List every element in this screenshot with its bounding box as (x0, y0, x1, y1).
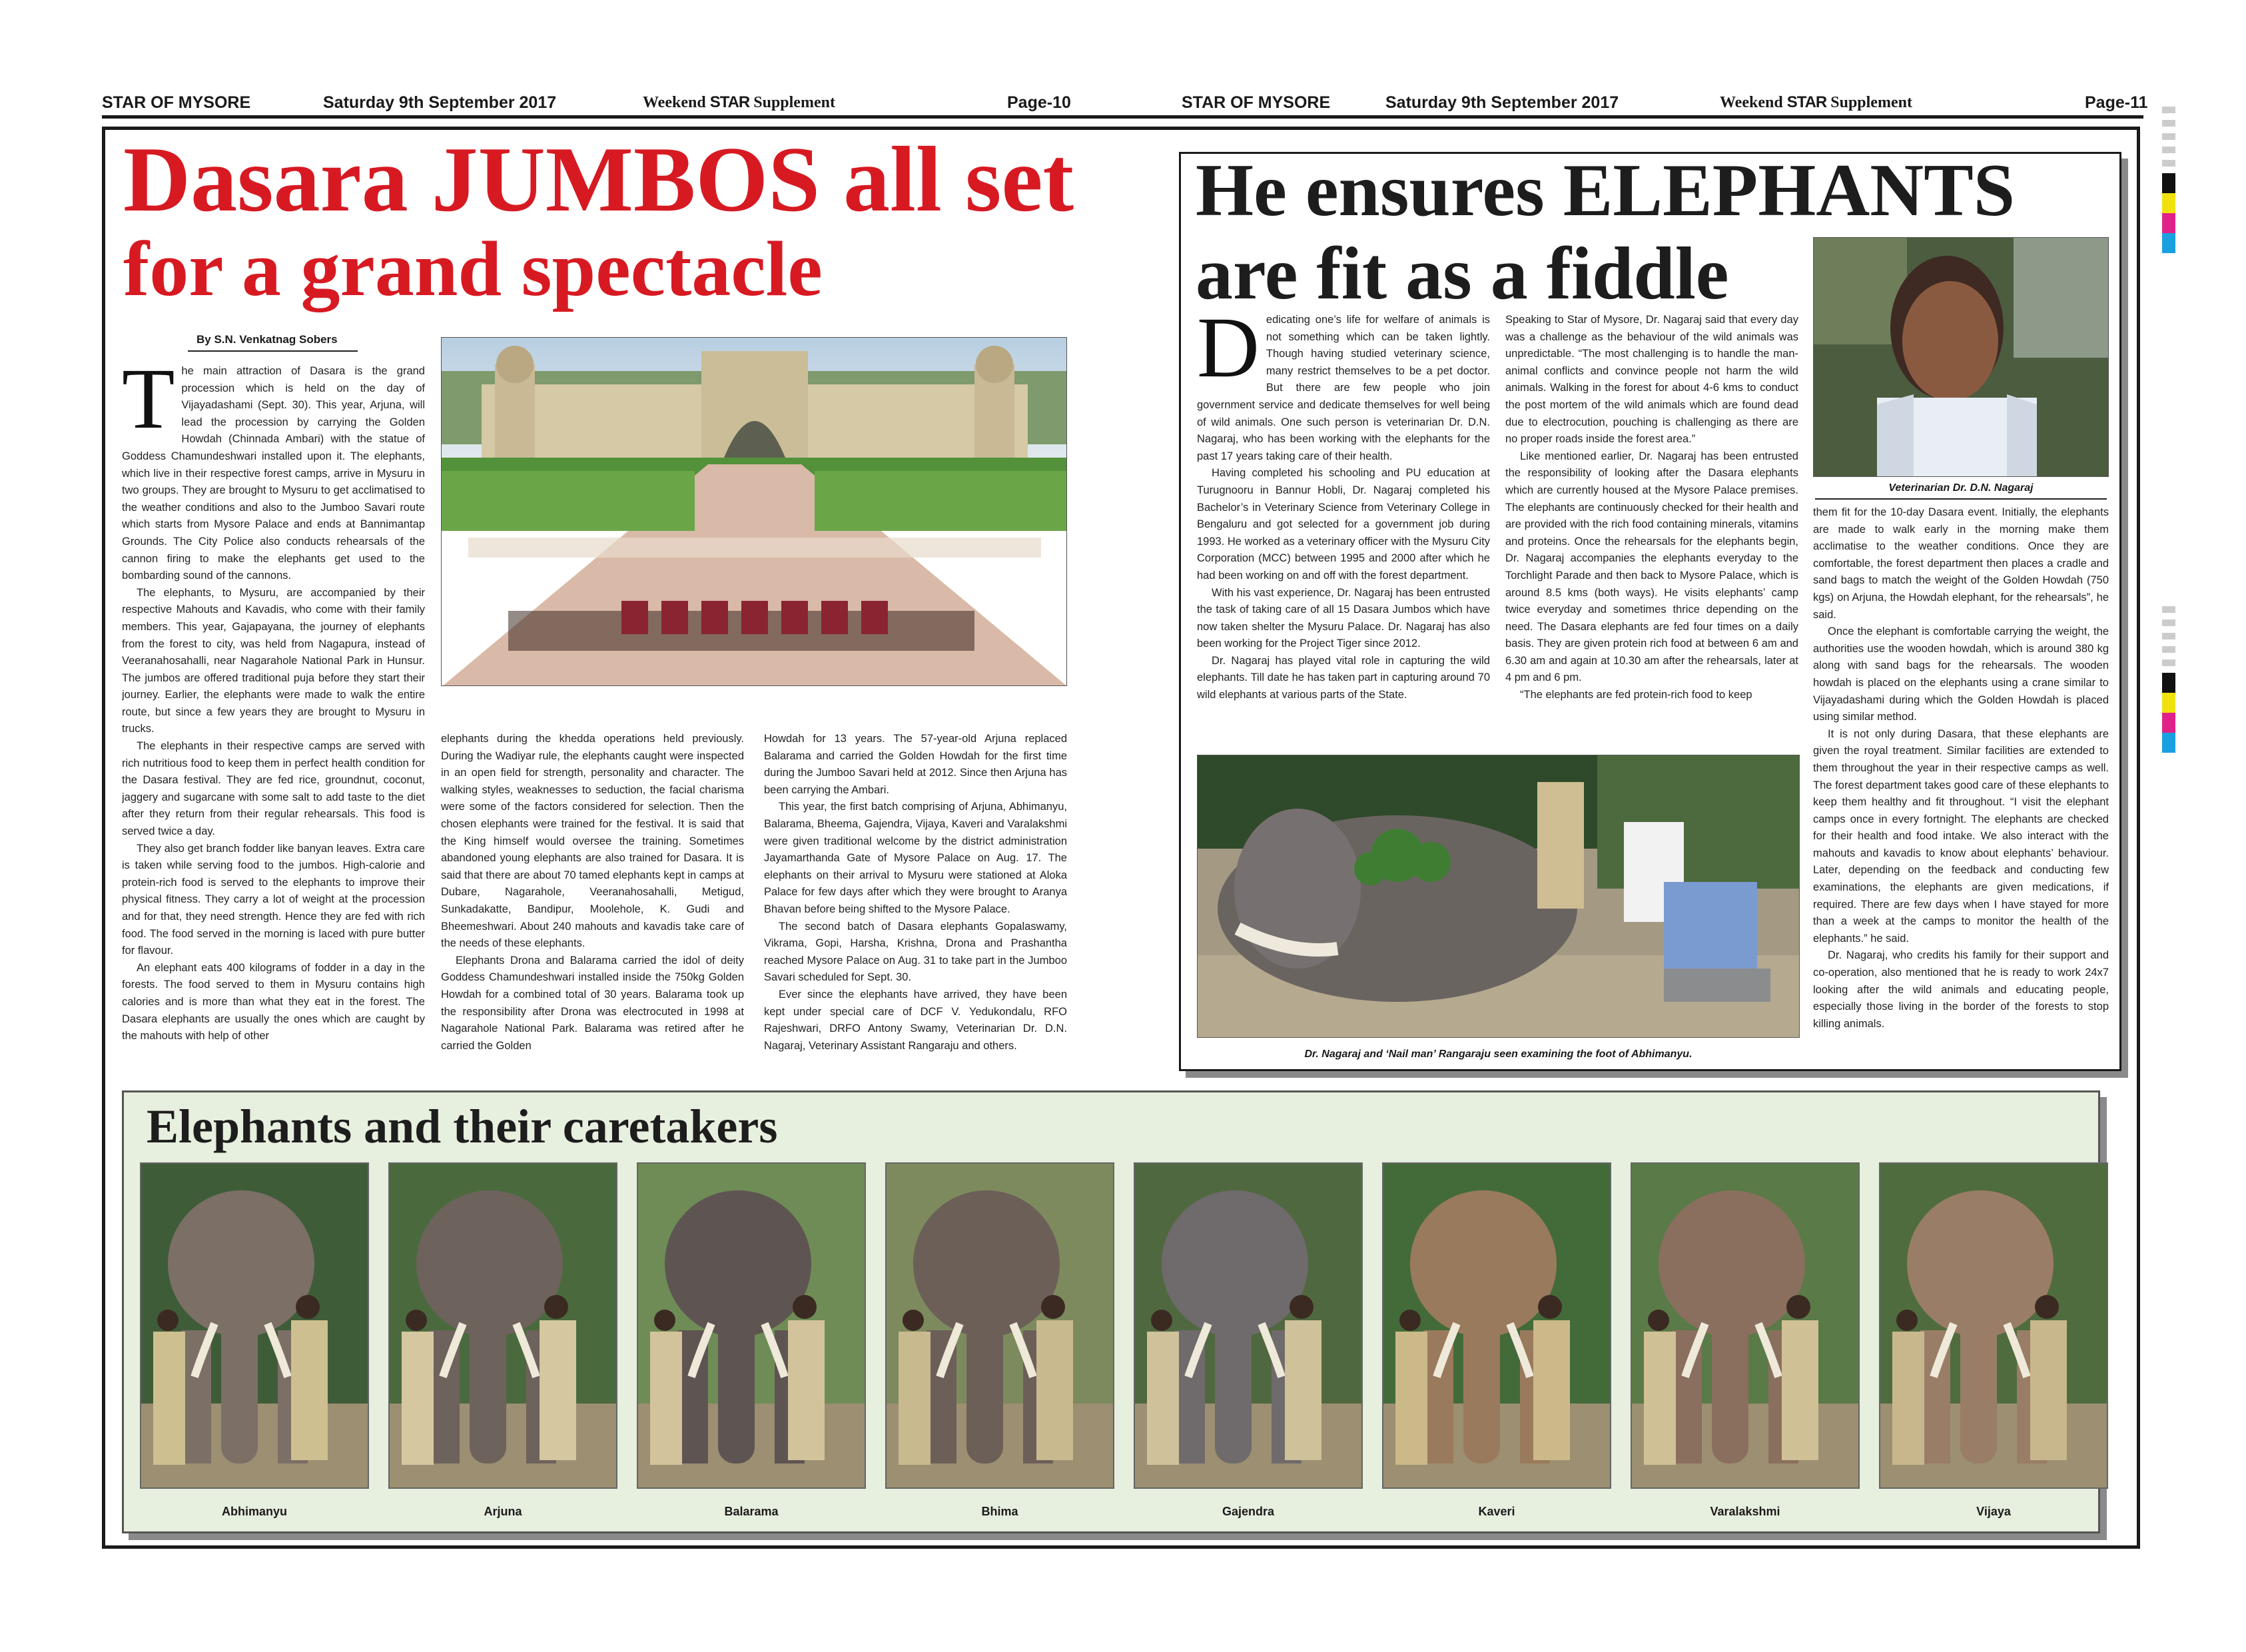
article2-column-3 (1813, 504, 2109, 1067)
article2-paragraph: Having completed his schooling and PU education at Turugnooru in Bannur Hobli, Dr. Nagaraj completed his Bachelor’s in Veterinary Science from Veterinary College in Bengaluru and got selected for a government job during 1993. He worked as a veterinary officer with the Mysuru City Corporation (MCC) between 1995 and 2000 after which he had been working on and off with the forest department. (1197, 467, 1490, 582)
article2-paragraph: Speaking to Star of Mysore, Dr. Nagaraj said that every day was a challenge as the behaviour of the wild animals was unpredictable. “The most challenging is to handle the man-animal conflicts and convince people not harm the wild animals. Walking in the forest for about 4-6 kms to conduct the post mortem of the wild animals which are found dead due to electrocution, pouching is challenging as there are no proper roads inside the forest area.” (1505, 314, 1798, 446)
article2-paragraph: It is not only during Dasara, that these elephants are given the royal treatment. Similar facilities are extended to them throughout the year in their respective camps as well. The forest department takes good care of these elephants to keep them healthy and fit throughout. “I visit the elephant camps once in every fortnight. The elephants are checked for their health and food intake. We also interact with the mahouts and kavadis to know about elephants’ behaviour. Later, depending on the feedback and conducting few examinations, the elephants are given medications, if required. There are few days when I have stayed for more than a week at the camps to monitor the health of the elephants.” he said. (1813, 727, 2109, 945)
elephant-photo-kaveri (1382, 1162, 1611, 1489)
article1-paragraph: Howdah for 13 years. The 57-year-old Arjuna replaced Balarama and carried the Golden Howdah for the first time during the Jumboo Savari held at 2012. Since then Arjuna has been carrying the Ambari. (764, 733, 1067, 796)
elephant-name-label: Arjuna (484, 1505, 522, 1518)
article2-paragraph: With his vast experience, Dr. Nagaraj has been entrusted the task of taking care of all 15 Dasara Jumbos which have now taken shelter the Mysuru Palace. Dr. Nagaraj has also been working for the Project Tiger since 2012. (1197, 586, 1490, 650)
registration-bar-bottom (2162, 600, 2175, 779)
elephant-photo-arjuna (388, 1162, 617, 1489)
article1-paragraph: They also get branch fodder like banyan leaves. Extra care is taken while serving food to the jumbos. High-calorie and protein-rich food is served to the elephants to improve their physical fitness. They carry a lot of weight at the procession and for that, they need strength. Hence they are fed with rich food. The food served in the morning is laced with pure butter for flavour. (122, 842, 425, 957)
article1-paragraph: elephants during the khedda operations held previously. During the Wadiyar rule, the elephants caught were inspected in an open field for strength, personality and character. The walking styles, weaknesses to seduction, the facial charisma were some of the factors considered for selection. Then the chosen elephants were trained for the festival. It is said that the King himself would oversee the training. Sometimes abandoned young elephants are also trained for Dasara. It is said that there are about 70 tamed elephants kept in camps at Dubare, Nagarahole, Veeranahosahalli, Metigud, Sunkadakatte, Bandipur, Moolehole, K. Gudi and Bheemeshwari. About 240 mahouts and kavadis take care of the needs of these elephants. (441, 733, 744, 950)
portrait-caption-rule (1815, 498, 2107, 500)
elephant-photo-varalakshmi (1631, 1162, 1860, 1489)
article1-paragraph: The second batch of Dasara elephants Gopalaswamy, Vikrama, Gopi, Harsha, Krishna, Drona and Prashantha reached Mysore Palace on Aug. 31 to take part in the Jumboo Savari scheduled for Sept. 30. (764, 920, 1067, 984)
article2-paragraph: them fit for the 10-day Dasara event. Initially, the elephants are made to walk early in the morning make them acclimatise to the weather conditions. Once they are comfortable, the forest department then places a cradle and sand bags to match the weight of the Golden Howdah (750 kgs) on Arjuna, the Howdah elephant, for the rehearsals”, he said. (1813, 506, 2109, 621)
article2-paragraph: edicating one’s life for welfare of animals is not something which can be taken lightly. Though having studied veterinary science, many restrict themselves to be a pet doctor. But there are few people who join government service and dedicate themselves for well being of wild animals. One such person is veterinarian Dr. D.N. Nagaraj, who has been working with the elephants for the past 17 years taking care of their health. (1197, 314, 1490, 462)
elephant-photo-balarama (637, 1162, 866, 1489)
elephant-name-label: Abhimanyu (221, 1505, 287, 1518)
article2-column-2 (1505, 312, 1798, 745)
elephant-photo-bhima (885, 1162, 1114, 1489)
byline-rule (188, 350, 358, 352)
article1-dropcap: T (122, 363, 175, 447)
palace-procession-photo (441, 337, 1067, 686)
elephant-name-label: Vijaya (1976, 1505, 2011, 1518)
article2-paragraph: Once the elephant is comfortable carrying the weight, the authorities use the wooden howdah, which is around 380 kg along with sand bags for the rehearsals. The wooden howdah is placed on the elephants using a crane similar to Vijayadashami during which the Golden Howdah is placed using similar method. (1813, 625, 2109, 723)
registration-bar-top (2162, 100, 2175, 280)
article1-column-2 (441, 731, 744, 1070)
portrait-caption: Veterinarian Dr. D.N. Nagaraj (1888, 482, 2034, 494)
right-page-number: Page-11 (2085, 93, 2148, 112)
elephant-name-label: Balarama (724, 1505, 779, 1518)
vet-examining-elephant-photo (1197, 755, 1800, 1038)
vet-photo-caption: Dr. Nagaraj and ‘Nail man’ Rangaraju seen examining the foot of Abhimanyu. (1304, 1048, 1692, 1060)
article1-paragraph: The elephants in their respective camps are served with rich nutritious food to keep them in perfect health condition for the Dasara festival. They are fed rice, groundnut, coconut, jaggery and sugarcane with some salt to add taste to the diet after they return from their regular rehearsals. This food is served twice a day. (122, 740, 425, 838)
article1-column-3 (764, 731, 1067, 1070)
left-page-number: Page-10 (1007, 93, 1071, 112)
article2-paragraph: Dr. Nagaraj, who credits his family for their support and co-operation, also mentioned that he is ready to work 24x7 looking after the wild animals and educating people, especially those living in the border of the forests to stop killing animals. (1813, 949, 2109, 1030)
elephant-photo-abhimanyu (140, 1162, 369, 1489)
article1-paragraph: Ever since the elephants have arrived, they have been kept under special care of DCF V. Yedukondalu, RFO Rajeshwari, DRFO Antony Swamy, Veterinarian Dr. D.N. Nagaraj, Veterinary Assistant Rangaraju and others. (764, 988, 1067, 1052)
article1-paragraph: An elephant eats 400 kilograms of fodder in a day in the forests. The food served to them in Mysuru contains high calories and is more than what they eat in the forest. The Dasara elephants are usually the ones which are caught by the mahouts with help of other (122, 961, 425, 1042)
elephant-name-label: Kaveri (1478, 1505, 1515, 1518)
header-rule (102, 115, 2143, 119)
article2-paragraph: “The elephants are fed protein-rich food to keep (1520, 689, 1752, 701)
right-date: Saturday 9th September 2017 (1385, 93, 1619, 112)
elephant-name-label: Gajendra (1222, 1505, 1275, 1518)
article1-paragraph: The elephants, to Mysuru, are accompanied by their respective Mahouts and Kavadis, who come with their family members. This year, Gajapayana, the journey of elephants from the forest to city, was held from Nagapura, instead of Veeranahosahalli, near Nagarahole National Park in Hunsur. The jumbos are offered traditional puja before they start their journey. Earlier, the elephants were made to walk the entire route, but since a few years they are brought to Mysuru in trucks. (122, 586, 425, 735)
article2-dropcap: D (1197, 312, 1260, 396)
left-supplement: Weekend STAR Supplement (643, 93, 835, 111)
article2-headline-line2: are fit as a fiddle (1196, 232, 1729, 315)
right-supplement: Weekend STAR Supplement (1720, 93, 1912, 111)
article2-headline-line1: He ensures ELEPHANTS (1196, 149, 2016, 232)
elephant-name-label: Bhima (981, 1505, 1018, 1518)
article2-column-1 (1197, 312, 1490, 745)
elephant-name-label: Varalakshmi (1710, 1505, 1780, 1518)
article1-paragraph: Elephants Drona and Balarama carried the idol of deity Goddess Chamundeshwari installed inside the 750kg Golden Howdah for a combined total of 30 years. Balarama took up the responsibility after Drona was electrocuted in 1998 at Nagarahole National Park. Balarama was retired after he carried the Golden (441, 954, 744, 1052)
elephant-photo-vijaya (1879, 1162, 2108, 1489)
elephant-photo-gajendra (1134, 1162, 1363, 1489)
article2-paragraph: Like mentioned earlier, Dr. Nagaraj has been entrusted the responsibility of looking after the Dasara elephants which are currently housed at the Mysore Palace premises. The elephants are continuously checked for their health and are provided with the rich food containing minerals, vitamins and proteins. Once the rehearsals for the elephants begin, Dr. Nagaraj accompanies the elephants everyday to the Torchlight Parade and then back to Mysore Palace, which is around 8.5 kms (both ways). He visits elephants’ camp twice everyday and sometimes thrice depending on the need. The Dasara elephants are fed four times on a daily basis. They are given protein rich food at between 6 am and 6.30 am and again at 10.30 am after the rehearsals, later at 4 pm and 6 pm. (1505, 450, 1798, 684)
article1-headline-line1: Dasara JUMBOS all set (123, 128, 1074, 231)
gallery-title: Elephants and their caretakers (147, 1100, 778, 1153)
left-paper-name: STAR OF MYSORE (102, 93, 251, 112)
right-paper-name: STAR OF MYSORE (1182, 93, 1331, 112)
article1-column-1 (122, 363, 425, 1069)
veterinarian-portrait-photo (1813, 237, 2109, 477)
article1-headline-line2: for a grand spectacle (123, 225, 823, 312)
article2-paragraph: Dr. Nagaraj has played vital role in capturing the wild elephants. Till date he has taken part in capturing around 70 wild elephants at various parts of the State. (1197, 654, 1490, 701)
left-date: Saturday 9th September 2017 (323, 93, 557, 112)
article1-paragraph: he main attraction of Dasara is the grand procession which is held on the day of Vijayadashami (Sept. 30). This year, Arjuna, will lead the procession by carrying the Golden Howdah (Chinnada Ambari) with the statue of Goddess Chamundeshwari installed upon it. The elephants, which live in their respective forest camps, arrive in Mysuru in two groups. They are brought to Mysuru to get acclimatised to the weather conditions and also to the Jumboo Savari route which starts from Mysore Palace and ends at Bannimantap Grounds. The City Police also conducts rehearsals of the cannon firing to make the elephants get used to the bombarding sound of the cannons. (122, 365, 425, 582)
article1-paragraph: This year, the first batch comprising of Arjuna, Abhimanyu, Balarama, Bheema, Gajendra, Vijaya, Kaveri and Varalakshmi were given traditional welcome by the district administration Jayamarthanda Gate of Mysore Palace on Aug. 17. The elephants on their arrival to Mysuru were stationed at Aloka Palace for few days after which they were brought to Aranya Bhavan before being shifted to the Mysore Palace. (764, 801, 1067, 915)
article1-byline: By S.N. Venkatnag Sobers (196, 333, 338, 346)
